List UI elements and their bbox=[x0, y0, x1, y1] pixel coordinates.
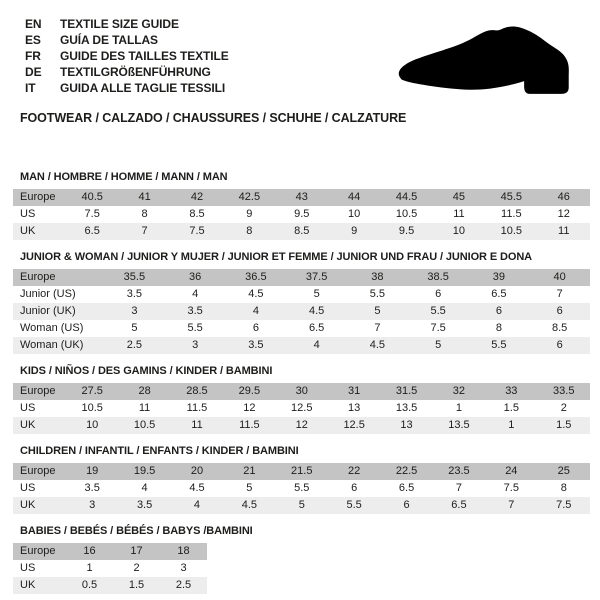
size-cell: 21 bbox=[243, 465, 256, 477]
size-cell: 8.5 bbox=[189, 208, 205, 220]
size-cell: 11.5 bbox=[501, 208, 522, 220]
language-code: DE bbox=[25, 65, 42, 79]
size-cell: 7.5 bbox=[430, 322, 446, 334]
size-cell: 3.5 bbox=[136, 499, 153, 511]
size-table-kids bbox=[13, 383, 590, 434]
size-cell: 5 bbox=[246, 482, 253, 494]
table-row bbox=[13, 223, 590, 240]
size-cell: 7.5 bbox=[189, 225, 205, 237]
size-cell: 9 bbox=[246, 208, 253, 220]
table-row bbox=[13, 303, 590, 320]
language-code: FR bbox=[25, 49, 41, 63]
size-cell: 44 bbox=[348, 191, 361, 203]
table-row bbox=[13, 463, 590, 480]
size-cell: 39 bbox=[492, 271, 505, 283]
table-row bbox=[13, 543, 207, 560]
size-cell: 6.5 bbox=[491, 288, 507, 300]
size-cell: 9.5 bbox=[398, 225, 415, 237]
size-cell: 28.5 bbox=[186, 385, 208, 397]
size-cell: 11 bbox=[453, 208, 465, 220]
size-cell: 3.5 bbox=[84, 482, 100, 494]
size-cell: 5.5 bbox=[346, 499, 362, 511]
size-cell: 1 bbox=[455, 402, 462, 414]
size-cell: 1 bbox=[508, 419, 515, 431]
size-cell: 5.5 bbox=[369, 288, 386, 300]
size-section-babies bbox=[13, 524, 587, 594]
language-code: IT bbox=[25, 81, 36, 95]
size-cell: 33 bbox=[505, 385, 518, 397]
size-cell: 12 bbox=[243, 402, 256, 414]
size-cell: 10 bbox=[348, 208, 361, 220]
row-label: Europe bbox=[20, 271, 56, 283]
row-label: Junior (UK) bbox=[20, 305, 76, 317]
size-cell: 4 bbox=[313, 339, 320, 351]
section-title: CHILDREN / INFANTIL / ENFANTS / KINDER / BAMBINI bbox=[20, 445, 299, 457]
row-label: Woman (UK) bbox=[20, 339, 84, 351]
size-cell: 8 bbox=[141, 208, 148, 220]
row-label: Woman (US) bbox=[20, 322, 84, 334]
size-cell: 8.5 bbox=[551, 322, 568, 334]
size-cell: 11.5 bbox=[186, 402, 208, 414]
size-cell: 5 bbox=[131, 322, 138, 334]
size-cell: 7.5 bbox=[84, 208, 100, 220]
size-cell: 27.5 bbox=[81, 385, 103, 397]
size-cell: 17 bbox=[130, 545, 143, 557]
row-label: UK bbox=[20, 225, 36, 237]
table-row bbox=[13, 337, 590, 354]
size-cell: 33.5 bbox=[553, 385, 575, 397]
size-cell: 43 bbox=[295, 191, 308, 203]
size-cell: 24 bbox=[505, 465, 518, 477]
size-cell: 38 bbox=[371, 271, 384, 283]
size-cell: 7.5 bbox=[503, 482, 519, 494]
size-cell: 4.5 bbox=[248, 288, 264, 300]
size-cell: 13 bbox=[400, 419, 413, 431]
size-cell: 6.5 bbox=[451, 499, 467, 511]
size-cell: 3.5 bbox=[126, 288, 143, 300]
table-row bbox=[13, 480, 590, 497]
size-cell: 41 bbox=[138, 191, 151, 203]
size-cell: 9.5 bbox=[294, 208, 310, 220]
size-cell: 5.5 bbox=[187, 322, 203, 334]
size-cell: 38.5 bbox=[427, 271, 449, 283]
size-cell: 4 bbox=[192, 288, 199, 300]
size-cell: 22.5 bbox=[395, 465, 418, 477]
table-row bbox=[13, 269, 590, 286]
size-cell: 4.5 bbox=[241, 499, 258, 511]
size-cell: 4.5 bbox=[369, 339, 386, 351]
language-code: ES bbox=[25, 33, 41, 47]
size-cell: 3.5 bbox=[248, 339, 264, 351]
size-cell: 8 bbox=[246, 225, 253, 237]
size-table-children bbox=[13, 463, 590, 514]
size-cell: 18 bbox=[177, 545, 190, 557]
size-cell: 45.5 bbox=[500, 191, 523, 203]
size-cell: 22 bbox=[348, 465, 361, 477]
size-cell: 6 bbox=[252, 322, 259, 334]
language-title: TEXTILE SIZE GUIDE bbox=[60, 17, 179, 31]
size-cell: 10.5 bbox=[133, 419, 156, 431]
size-cell: 8 bbox=[560, 482, 567, 494]
size-cell: 16 bbox=[83, 545, 96, 557]
size-cell: 5.5 bbox=[491, 339, 507, 351]
size-section-junior-woman bbox=[13, 250, 587, 354]
row-label: UK bbox=[20, 499, 36, 511]
size-cell: 1.5 bbox=[128, 579, 145, 591]
language-title: GUIDA ALLE TAGLIE TESSILI bbox=[60, 81, 226, 95]
size-cell: 3 bbox=[89, 499, 96, 511]
size-cell: 44.5 bbox=[395, 191, 418, 203]
size-section-kids bbox=[13, 364, 587, 434]
size-cell: 10.5 bbox=[395, 208, 418, 220]
size-cell: 21.5 bbox=[291, 465, 313, 477]
language-code: EN bbox=[25, 17, 42, 31]
size-cell: 10.5 bbox=[81, 402, 103, 414]
size-cell: 2.5 bbox=[126, 339, 143, 351]
row-label: US bbox=[20, 402, 36, 414]
size-cell: 31 bbox=[348, 385, 361, 397]
size-cell: 13 bbox=[348, 402, 361, 414]
size-cell: 4 bbox=[141, 482, 148, 494]
size-cell: 5 bbox=[374, 305, 381, 317]
row-label: UK bbox=[20, 579, 36, 591]
size-cell: 12 bbox=[295, 419, 308, 431]
row-label: Europe bbox=[20, 545, 56, 557]
row-label: Junior (US) bbox=[20, 288, 76, 300]
size-cell: 6.5 bbox=[308, 322, 325, 334]
size-cell: 8 bbox=[495, 322, 502, 334]
size-table-junior-woman bbox=[13, 269, 590, 354]
size-cell: 45 bbox=[452, 191, 466, 203]
size-cell: 11 bbox=[191, 419, 203, 431]
size-cell: 37.5 bbox=[305, 271, 328, 283]
dress-shoe-icon bbox=[394, 20, 576, 104]
size-cell: 6 bbox=[351, 482, 358, 494]
row-label: US bbox=[20, 562, 36, 574]
size-cell: 10.5 bbox=[500, 225, 523, 237]
size-cell: 4.5 bbox=[189, 482, 205, 494]
size-cell: 1.5 bbox=[556, 419, 572, 431]
size-cell: 25 bbox=[557, 465, 570, 477]
size-tables bbox=[13, 126, 587, 594]
size-cell: 11 bbox=[138, 402, 151, 414]
table-row bbox=[13, 189, 590, 206]
size-cell: 3 bbox=[180, 562, 187, 574]
size-cell: 7 bbox=[141, 225, 148, 237]
row-label: Europe bbox=[20, 191, 56, 203]
language-title: TEXTILGRÖßENFÜHRUNG bbox=[60, 65, 211, 79]
size-cell: 2.5 bbox=[175, 579, 192, 591]
row-label: Europe bbox=[20, 385, 56, 397]
section-title: BABIES / BEBÉS / BÉBÉS / BABYS /BAMBINI bbox=[20, 525, 253, 537]
table-row bbox=[13, 286, 590, 303]
size-cell: 42 bbox=[190, 191, 204, 203]
size-cell: 29.5 bbox=[238, 385, 261, 397]
size-cell: 11 bbox=[558, 225, 570, 237]
language-title: GUIDE DES TAILLES TEXTILE bbox=[60, 49, 229, 63]
size-section-man bbox=[13, 170, 587, 240]
size-cell: 3 bbox=[192, 339, 199, 351]
size-cell: 8.5 bbox=[294, 225, 310, 237]
size-cell: 19 bbox=[86, 465, 99, 477]
size-cell: 2 bbox=[560, 402, 567, 414]
size-cell: 7 bbox=[556, 288, 563, 300]
size-cell: 40.5 bbox=[81, 191, 103, 203]
size-table-man bbox=[13, 189, 590, 240]
size-cell: 5 bbox=[313, 288, 320, 300]
table-row bbox=[13, 400, 590, 417]
size-cell: 36.5 bbox=[245, 271, 267, 283]
size-cell: 5.5 bbox=[430, 305, 446, 317]
size-cell: 12.5 bbox=[291, 402, 313, 414]
size-table-babies bbox=[13, 543, 207, 594]
size-cell: 46 bbox=[557, 191, 570, 203]
size-cell: 4 bbox=[252, 305, 259, 317]
size-cell: 20 bbox=[190, 465, 204, 477]
size-cell: 7 bbox=[455, 482, 462, 494]
size-cell: 6 bbox=[556, 339, 563, 351]
size-cell: 5.5 bbox=[294, 482, 310, 494]
size-cell: 36 bbox=[189, 271, 202, 283]
size-cell: 9 bbox=[351, 225, 358, 237]
row-label: UK bbox=[20, 419, 36, 431]
size-cell: 13.5 bbox=[448, 419, 470, 431]
size-cell: 42.5 bbox=[238, 191, 261, 203]
size-cell: 19.5 bbox=[133, 465, 156, 477]
table-row bbox=[13, 320, 590, 337]
category-title: FOOTWEAR / CALZADO / CHAUSSURES / SCHUHE / CALZATURE bbox=[20, 111, 407, 125]
size-cell: 28 bbox=[138, 385, 151, 397]
row-label: US bbox=[20, 208, 36, 220]
size-cell: 6.5 bbox=[398, 482, 415, 494]
size-cell: 6.5 bbox=[84, 225, 100, 237]
size-cell: 0.5 bbox=[81, 579, 98, 591]
size-cell: 3 bbox=[131, 305, 138, 317]
size-cell: 4.5 bbox=[308, 305, 325, 317]
table-row bbox=[13, 417, 590, 434]
size-cell: 11.5 bbox=[239, 419, 260, 431]
table-row bbox=[13, 560, 207, 577]
size-section-children bbox=[13, 444, 587, 514]
size-cell: 10 bbox=[452, 225, 466, 237]
section-title: KIDS / NIÑOS / DES GAMINS / KINDER / BAMBINI bbox=[20, 365, 273, 377]
size-cell: 6 bbox=[556, 305, 563, 317]
size-cell: 23.5 bbox=[448, 465, 470, 477]
table-row bbox=[13, 206, 590, 223]
size-cell: 10 bbox=[86, 419, 99, 431]
size-cell: 12 bbox=[557, 208, 570, 220]
size-cell: 30 bbox=[295, 385, 308, 397]
size-cell: 1.5 bbox=[503, 402, 519, 414]
size-cell: 12.5 bbox=[343, 419, 365, 431]
size-cell: 3.5 bbox=[187, 305, 203, 317]
section-title: JUNIOR & WOMAN / JUNIOR Y MUJER / JUNIOR ET FEMME / JUNIOR UND FRAU / JUNIOR E DONA bbox=[20, 251, 533, 263]
size-cell: 7.5 bbox=[556, 499, 572, 511]
size-cell: 6 bbox=[495, 305, 502, 317]
row-label: US bbox=[20, 482, 36, 494]
section-title: MAN / HOMBRE / HOMME / MANN / MAN bbox=[20, 171, 228, 183]
table-row bbox=[13, 577, 207, 594]
table-row bbox=[13, 383, 590, 400]
size-cell: 32 bbox=[452, 385, 466, 397]
language-title: GUÍA DE TALLAS bbox=[60, 33, 158, 47]
size-cell: 4 bbox=[193, 499, 201, 511]
size-cell: 5 bbox=[435, 339, 442, 351]
size-cell: 1 bbox=[86, 562, 93, 574]
size-cell: 40 bbox=[553, 271, 566, 283]
size-cell: 6 bbox=[403, 499, 410, 511]
size-cell: 6 bbox=[435, 288, 442, 300]
row-label: Europe bbox=[20, 465, 56, 477]
size-cell: 35.5 bbox=[123, 271, 146, 283]
size-cell: 31.5 bbox=[395, 385, 418, 397]
size-cell: 7 bbox=[374, 322, 381, 334]
size-cell: 5 bbox=[298, 499, 305, 511]
table-row bbox=[13, 497, 590, 514]
size-cell: 7 bbox=[508, 499, 515, 511]
size-cell: 13.5 bbox=[395, 402, 418, 414]
size-cell: 2 bbox=[133, 562, 140, 574]
